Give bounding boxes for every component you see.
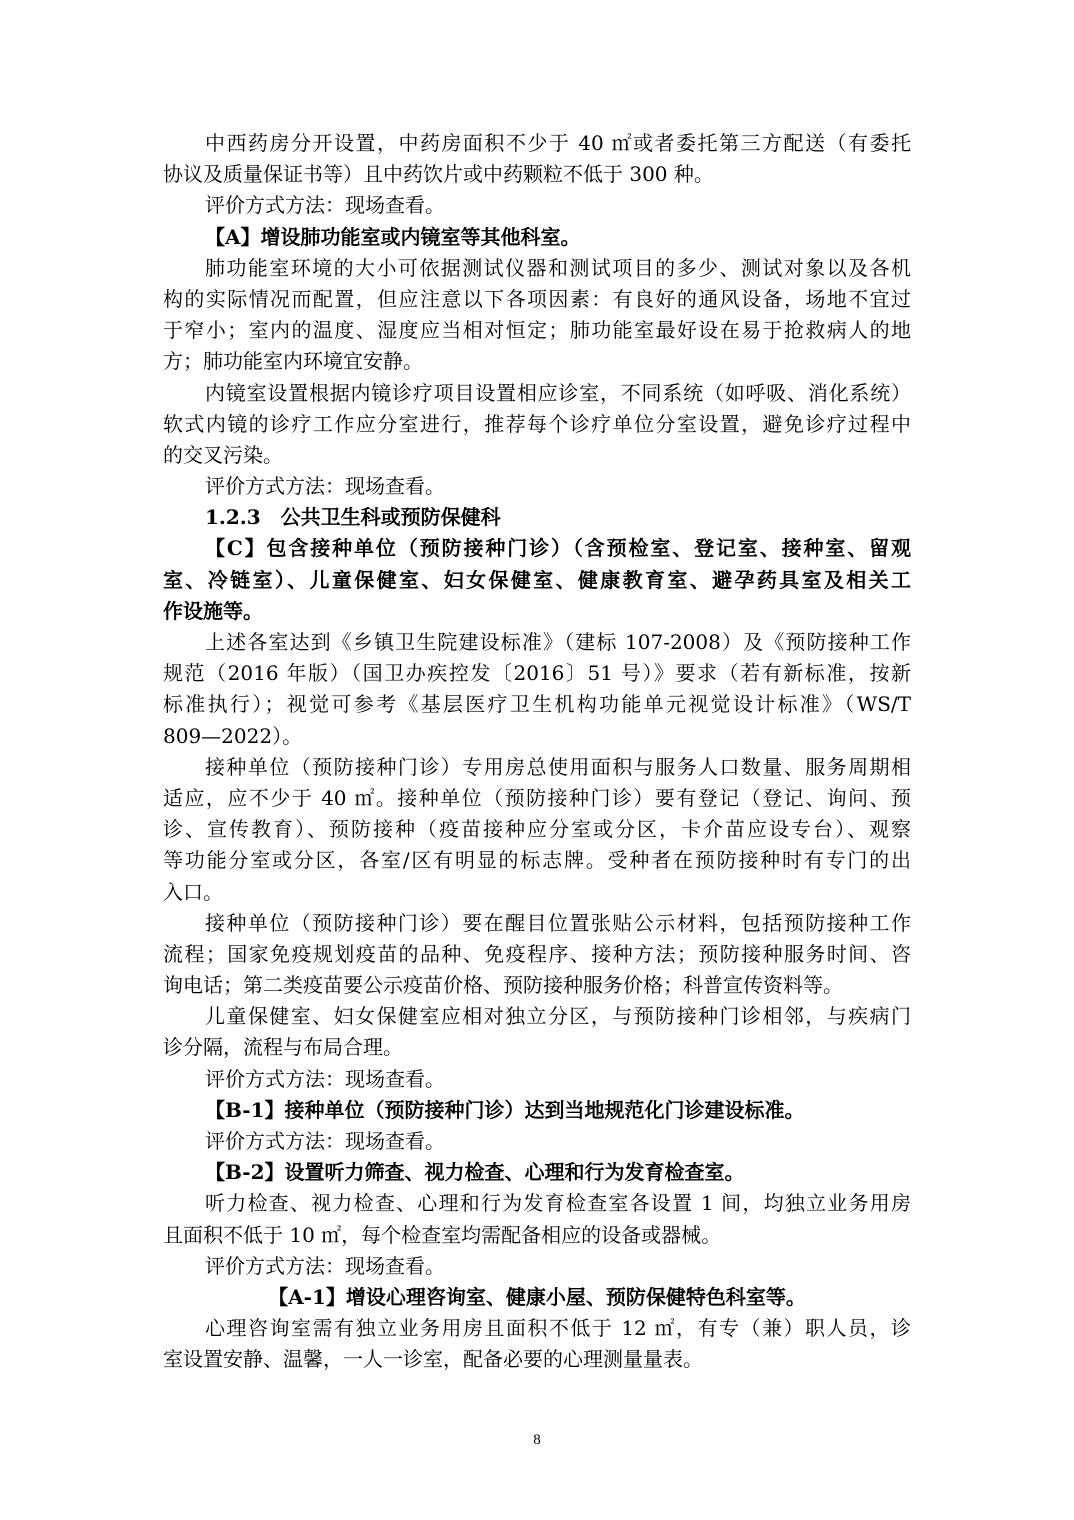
text-line: 适应，应不少于 40 ㎡。接种单位（预防接种门诊）要有登记（登记、询问、预 <box>163 785 911 810</box>
text-line: 上述各室达到《乡镇卫生院建设标准》（建标 107-2008）及《预防接种工作 <box>205 630 911 654</box>
heading-line: 【B-1】接种单位（预防接种门诊）达到当地规范化门诊建设标准。 <box>205 1097 805 1122</box>
heading-line: 室、冷链室）、儿童保健室、妇女保健室、健康教育室、避孕药具室及相关工 <box>163 567 911 592</box>
heading-line: 【C】包含接种单位（预防接种门诊）（含预检室、登记室、接种室、留观 <box>205 536 911 561</box>
text-line: 入口。 <box>163 879 223 904</box>
text-line: 构的实际情况而配置，但应注意以下各项因素：有良好的通风设备，场地不宜过 <box>163 286 911 311</box>
body-text <box>163 128 911 1376</box>
text-line: 方；肺功能室内环境宜安静。 <box>163 349 423 374</box>
text-line: 评价方式方法：现场查看。 <box>205 193 445 218</box>
text-line: 流程；国家免疫规划疫苗的品种、免疫程序、接种方法；预防接种服务时间、咨 <box>163 941 911 966</box>
text-line: 诊、宣传教育）、预防接种（疫苗接种应分室或分区，卡介苗应设专台）、观察 <box>163 817 911 842</box>
text-line: 儿童保健室、妇女保健室应相对独立分区，与预防接种门诊相邻，与疾病门 <box>205 1004 911 1029</box>
text-line: 肺功能室环境的大小可依据测试仪器和测试项目的多少、测试对象以及各机 <box>205 255 911 280</box>
heading-line: 1.2.3 公共卫生科或预防保健科 <box>205 505 501 530</box>
text-line: 标准执行）；视觉可参考《基层医疗卫生机构功能单元视觉设计标准》（WS/T <box>163 692 911 717</box>
text-line: 听力检查、视力检查、心理和行为发育检查室各设置 1 间，均独立业务用房 <box>205 1191 911 1216</box>
text-line: 软式内镜的诊疗工作应分室进行，推荐每个诊疗单位分室设置，避免诊疗过程中 <box>163 411 911 436</box>
heading-line: 【A】增设肺功能室或内镜室等其他科室。 <box>205 224 581 249</box>
text-line: 中西药房分开设置，中药房面积不少于 40 ㎡或者委托第三方配送（有委托 <box>205 131 911 155</box>
heading-line: 【B-2】设置听力筛查、视力检查、心理和行为发育检查室。 <box>205 1160 745 1185</box>
text-line: 接种单位（预防接种门诊）专用房总使用面积与服务人口数量、服务周期相 <box>205 754 911 779</box>
text-line: 809—2022）。 <box>163 723 303 748</box>
text-line: 室设置安静、温馨，一人一诊室，配备必要的心理测量量表。 <box>163 1347 703 1372</box>
heading-line: 作设施等。 <box>163 598 263 623</box>
text-line: 等功能分室或分区，各室/区有明显的标志牌。受种者在预防接种时有专门的出 <box>163 848 911 873</box>
text-line: 接种单位（预防接种门诊）要在醒目位置张贴公示材料，包括预防接种工作 <box>205 910 911 935</box>
text-line: 且面积不低于 10 ㎡，每个检查室均需配备相应的设备或器械。 <box>163 1222 722 1247</box>
text-line: 询电话；第二类疫苗要公示疫苗价格、预防接种服务价格；科普宣传资料等。 <box>163 973 843 998</box>
text-line: 规范（2016 年版）（国卫办疾控发〔2016〕51 号）》要求（若有新标准，按新 <box>163 661 911 686</box>
text-line: 于窄小；室内的温度、湿度应当相对恒定；肺功能室最好设在易于抢救病人的地 <box>163 318 911 343</box>
text-line: 的交叉污染。 <box>163 442 283 467</box>
page-number: 8 <box>533 1432 541 1448</box>
heading-line: 【A-1】增设心理咨询室、健康小屋、预防保健特色科室等。 <box>268 1284 806 1309</box>
text-line: 评价方式方法：现场查看。 <box>205 1066 445 1091</box>
text-line: 心理咨询室需有独立业务用房且面积不低于 12 ㎡，有专（兼）职人员，诊 <box>205 1316 911 1341</box>
text-line: 内镜室设置根据内镜诊疗项目设置相应诊室，不同系统（如呼吸、消化系统） <box>205 380 911 405</box>
text-line: 评价方式方法：现场查看。 <box>205 474 445 499</box>
text-line: 诊分隔，流程与布局合理。 <box>163 1035 403 1060</box>
text-line: 评价方式方法：现场查看。 <box>205 1129 445 1153</box>
text-line: 评价方式方法：现场查看。 <box>205 1253 445 1278</box>
text-line: 协议及质量保证书等）且中药饮片或中药颗粒不低于 300 种。 <box>163 162 714 187</box>
